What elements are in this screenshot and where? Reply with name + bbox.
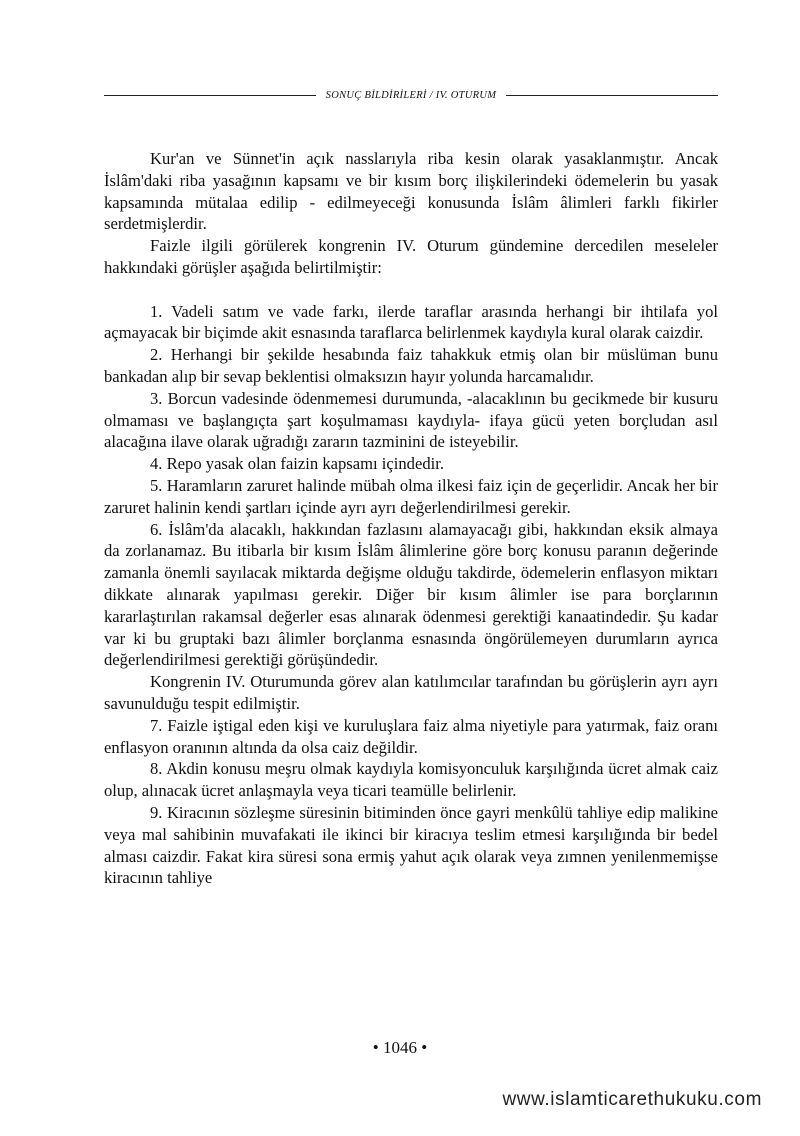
- website-watermark: www.islamticarethukuku.com: [502, 1089, 762, 1110]
- header-rule-right: [506, 95, 718, 96]
- header-title: SONUÇ BİLDİRİLERİ / IV. OTURUM: [325, 90, 497, 101]
- item-paragraph-8: 8. Akdin konusu meşru olmak kaydıyla komisyonculuk karşılığında ücret almak caiz olup, alınacak ücret anlaşmayla veya ticari teamülle belirlenir.: [104, 759, 718, 801]
- item-paragraph-2: 2. Herhangi bir şekilde hesabında faiz tahakkuk etmiş olan bir müslüman bunu bankadan alıp bir sevap beklentisi olmaksızın hayır yolunda harcamalıdır.: [104, 345, 718, 386]
- intro-paragraph: Faizle ilgili görülerek kongrenin IV. Oturum gündemine dercedilen meseleler hakkındaki görüşler aşağıda belirtilmiştir:: [104, 236, 718, 277]
- item-paragraph-6: 6. İslâm'da alacaklı, hakkından fazlasını alamayacağı gibi, hakkından eksik almaya da zorlanamaz. Bu itibarla bir kısım İslâm âlimlerine göre borç konusu paranın değerinde zamanla önemli sayılacak miktarda değişme olduğu takdirde, ödemelerin enflasyon miktarı dikkate alınarak yapılması gerekir. Diğer bir kısım âlimler ise para borçlarının kararlaştırılan rakamsal değerler esas alınarak ödenmesi gerektiği kanaatindedir. Şu kadar var ki bu gruptaki bazı âlimler borçlanma esnasında öngörülemeyen durumların ayrıca değerlendirilmesi gerektiği görüşündedir.: [104, 519, 718, 670]
- item-paragraph-5: 5. Haramların zaruret halinde mübah olma ilkesi faiz için de geçerlidir. Ancak her bir zaruret halinin kendi şartları içinde ayrı ayrı değerlendirilmesi gerekir.: [104, 475, 718, 517]
- note-paragraph: Kongrenin IV. Oturumunda görev alan katılımcılar tarafından bu görüşlerin ayrı ayrı savunulduğu tespit edilmiştir.: [104, 672, 718, 713]
- item-paragraph-9: 9. Kiracının sözleşme süresinin bitiminden önce gayri menkûlü tahliye edip malikine veya mal sahibinin muvafakati ile ikinci bir kiracıya teslim etmesi karşılığında bir bedel alması caizdir. Fakat kira süresi sona ermiş yahut açık olarak veya zımnen yenilenmemişse kiracının tahliye: [104, 802, 718, 888]
- document-body: [104, 148, 718, 889]
- intro-paragraph: Kur'an ve Sünnet'in açık nasslarıyla riba kesin olarak yasaklanmıştır. Ancak İslâm'daki riba yasağının kapsamı ve bir kısım borç ilişkilerindeki ödemelerin bu yasak kapsamında mütalaa edilip - edilmeyeceği konusunda İslâm âlimleri farklı fikirler serdetmişlerdir.: [104, 149, 718, 234]
- item-paragraph-3: 3. Borcun vadesinde ödenmemesi durumunda, -alacaklının bu gecikmede bir kusuru olmaması ve başlangıçta şart koşulmaması kaydıyla- ifaya gücü yeten borçludan asıl alacağına ilave olarak uğradığı zararın tazminini de isteyebilir.: [104, 388, 718, 452]
- item-paragraph-4: 4. Repo yasak olan faizin kapsamı içindedir.: [150, 454, 444, 474]
- header-rule-left: [104, 95, 316, 96]
- item-paragraph-7: 7. Faizle iştigal eden kişi ve kuruluşlara faiz alma niyetiyle para yatırmak, faiz oranı enflasyon oranının altında da olsa caiz değildir.: [104, 715, 718, 757]
- item-paragraph-1: 1. Vadeli satım ve vade farkı, ilerde taraflar arasında herhangi bir ihtilafa yol açmayacak bir biçimde akit esnasında taraflarca belirlenmek kaydıyla kural olarak caizdir.: [104, 301, 718, 343]
- page-number: • 1046 •: [372, 1038, 428, 1057]
- running-header: [104, 90, 718, 101]
